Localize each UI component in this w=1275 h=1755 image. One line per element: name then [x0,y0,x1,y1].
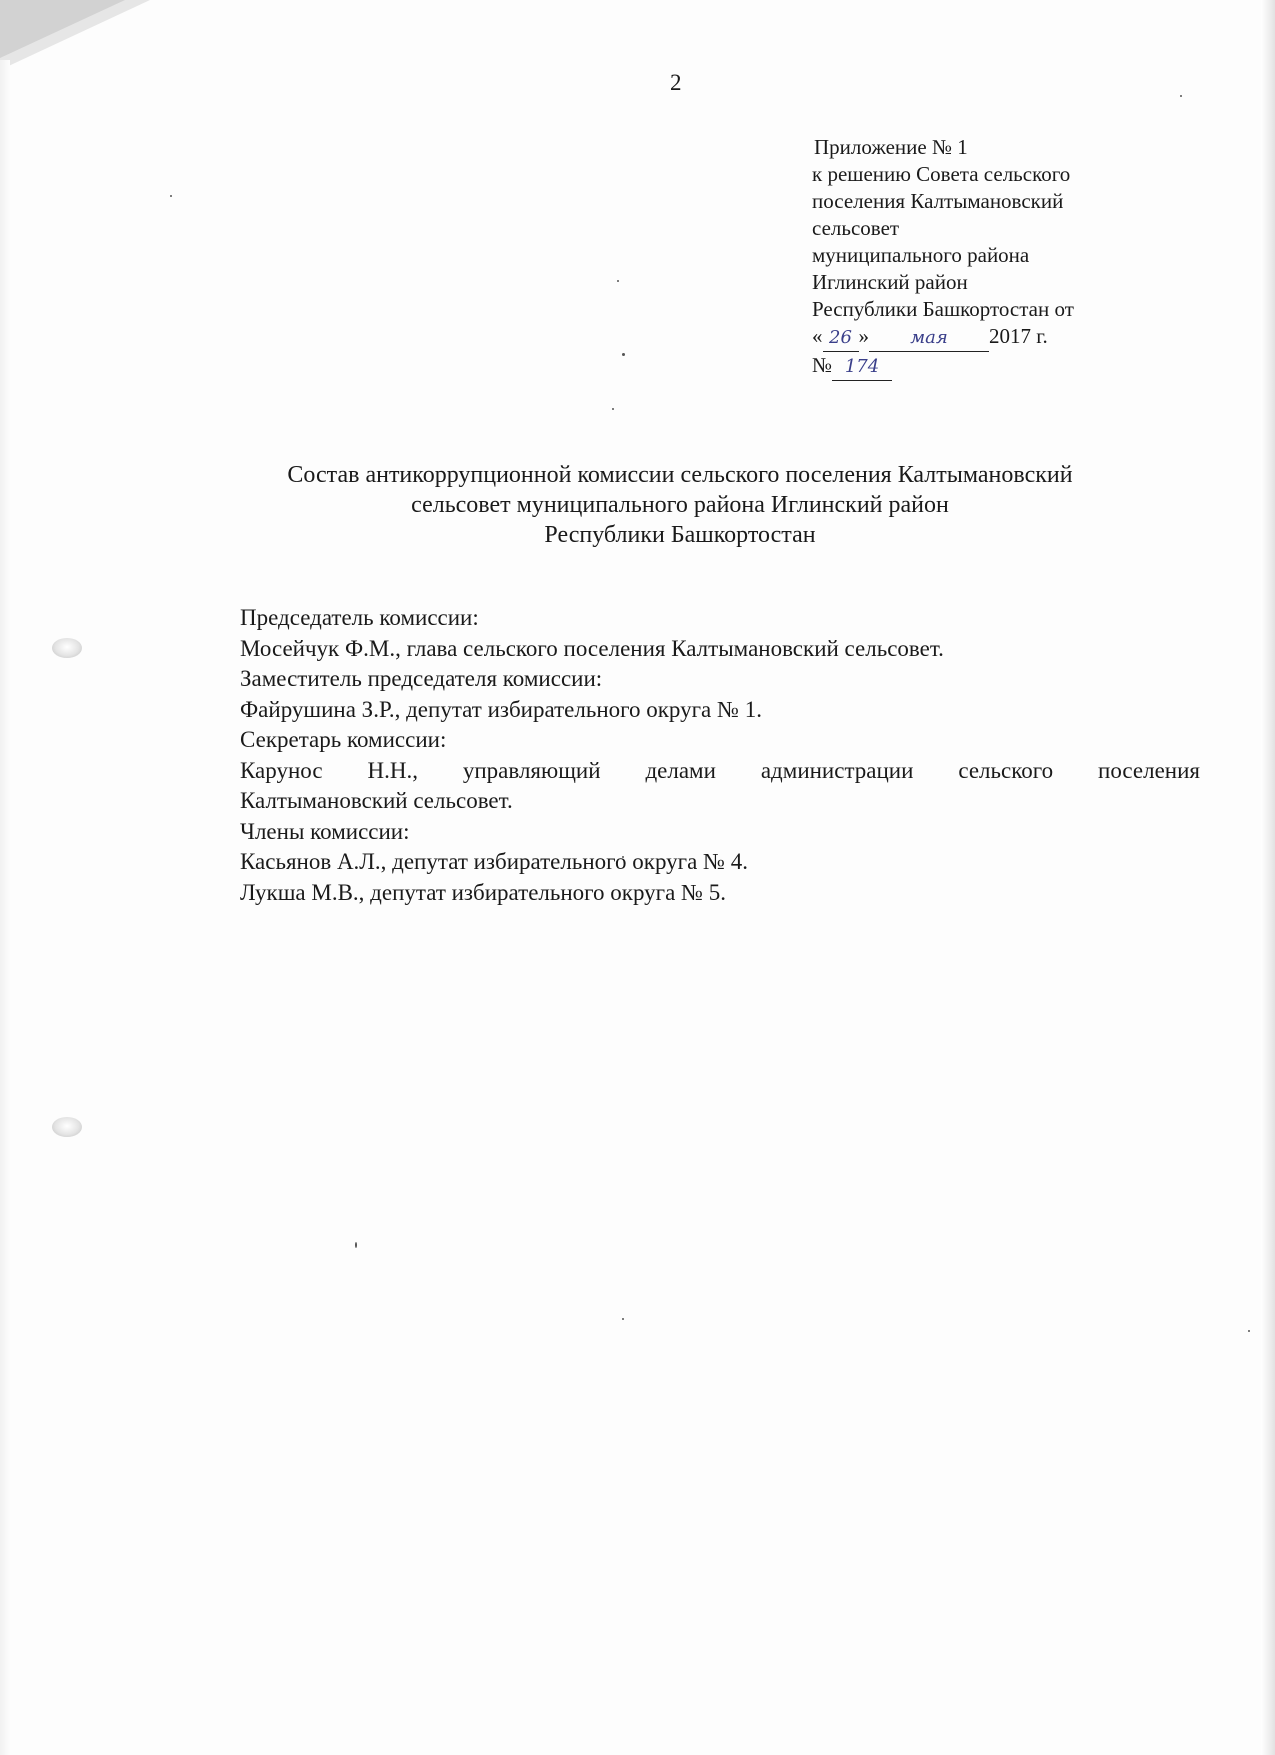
scan-speck [622,353,625,356]
secretary-entry-line2: Калтымановский сельсовет. [240,788,513,813]
scan-speck [170,195,172,197]
number-field [832,352,892,381]
secretary-heading: Секретарь комиссии: [240,727,447,752]
scan-speck [1248,1330,1250,1332]
page-number: 2 [670,70,682,95]
scan-speck [617,280,619,282]
punch-hole-bottom [52,1117,82,1137]
annex-header [812,134,1152,381]
chair-heading: Председатель комиссии: [240,605,479,630]
annex-number-line [812,352,1152,381]
annex-line: Иглинский район [812,270,968,294]
date-day-handwritten: 26 [829,327,852,348]
scan-speck [612,408,614,410]
scan-speck [1180,95,1182,97]
date-close-quote: » [858,324,869,348]
punch-hole-top [52,638,82,658]
member-entry: Касьянов А.Л., депутат избирательного округа № 4. [240,849,748,874]
scan-edge-right [1261,0,1275,1755]
annex-line: сельсовет [812,216,900,240]
annex-line: к решению Совета сельского [812,162,1071,186]
scan-speck [622,1318,624,1320]
chair-entry: Мосейчук Ф.М., глава сельского поселения Калтымановский сельсовет. [240,635,944,661]
annex-line: поселения Калтымановский [812,189,1064,213]
annex-date-line [812,323,1152,352]
commission-members [240,603,1200,908]
member-entry: Лукша М.В., депутат избирательного округа № 5. [240,879,726,905]
title-line: сельсовет муниципального района Иглинский район [411,492,949,518]
title-line: Республики Башкортостан [544,522,816,548]
scan-speck [355,1242,357,1248]
deputy-entry: Файрушина З.Р., депутат избирательного округа № 1. [240,696,762,722]
document-title [150,460,1210,550]
date-open-quote: « [812,324,823,348]
title-line: Состав антикоррупционной комиссии сельского поселения Калтымановский [287,462,1073,488]
secretary-entry-line1: Карунос Н.Н., управляющий делами администрации сельского поселения [240,757,1200,783]
annex-line: Республики Башкортостан от [812,297,1074,321]
date-day-field [823,323,859,352]
scan-edge-left [0,60,10,1755]
annex-line: муниципального района [812,243,1030,267]
date-month-field [869,323,989,352]
date-year: 2017 г. [989,324,1048,348]
members-heading: Члены комиссии: [240,818,410,844]
annex-line: Приложение № 1 [814,135,968,159]
number-handwritten: 174 [844,356,880,377]
date-month-handwritten: мая [910,327,948,348]
folded-corner-shadow [0,0,125,58]
deputy-heading: Заместитель председателя комиссии: [240,666,603,691]
number-label: № [812,353,833,377]
